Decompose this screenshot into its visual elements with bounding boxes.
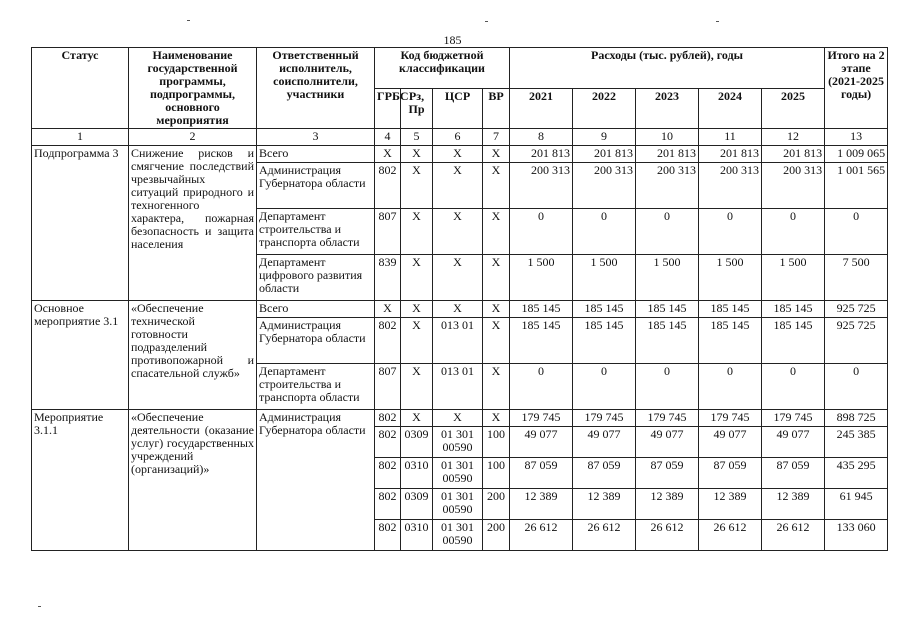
grbs-cell: 802 bbox=[375, 489, 401, 520]
rzpr-cell: X bbox=[401, 255, 433, 301]
value-cell: 200 313 bbox=[699, 163, 762, 209]
grbs-cell: X bbox=[375, 301, 401, 318]
executor-cell: Департамент строительства и транспорта области bbox=[257, 209, 375, 255]
value-cell: 201 813 bbox=[510, 146, 573, 163]
value-cell: 49 077 bbox=[510, 427, 573, 458]
grbs-cell: 802 bbox=[375, 318, 401, 364]
value-cell: 26 612 bbox=[762, 520, 825, 551]
executor-cell: Департамент цифрового развития области bbox=[257, 255, 375, 301]
scan-speck bbox=[485, 21, 488, 22]
grbs-cell: 807 bbox=[375, 209, 401, 255]
column-number: 9 bbox=[573, 129, 636, 146]
status-cell: Мероприятие 3.1.1 bbox=[32, 410, 129, 551]
value-cell: 26 612 bbox=[510, 520, 573, 551]
value-cell: 201 813 bbox=[762, 146, 825, 163]
column-number: 10 bbox=[636, 129, 699, 146]
column-number: 12 bbox=[762, 129, 825, 146]
rzpr-cell: 0309 bbox=[401, 489, 433, 520]
value-cell: 0 bbox=[573, 364, 636, 410]
value-cell: 26 612 bbox=[573, 520, 636, 551]
vr-cell: X bbox=[483, 318, 510, 364]
csr-cell: 01 301 00590 bbox=[433, 458, 483, 489]
scan-speck bbox=[187, 20, 190, 21]
value-cell: 185 145 bbox=[573, 318, 636, 364]
value-cell: 0 bbox=[699, 209, 762, 255]
vr-cell: 200 bbox=[483, 489, 510, 520]
header-vr: ВР bbox=[483, 88, 510, 129]
executor-cell: Администрация Губернатора области bbox=[257, 163, 375, 209]
vr-cell: X bbox=[483, 410, 510, 427]
value-cell: 49 077 bbox=[762, 427, 825, 458]
value-cell: 12 389 bbox=[573, 489, 636, 520]
column-number: 2 bbox=[129, 129, 257, 146]
value-cell: 200 313 bbox=[573, 163, 636, 209]
executor-cell: Администрация Губернатора области bbox=[257, 410, 375, 551]
status-cell: Подпрограмма 3 bbox=[32, 146, 129, 301]
csr-cell: 01 301 00590 bbox=[433, 427, 483, 458]
value-cell: 185 145 bbox=[636, 318, 699, 364]
value-cell: 201 813 bbox=[573, 146, 636, 163]
rzpr-cell: X bbox=[401, 209, 433, 255]
rzpr-cell: X bbox=[401, 146, 433, 163]
header-year: 2024 bbox=[699, 88, 762, 129]
table-row bbox=[32, 410, 888, 427]
value-cell: 26 612 bbox=[636, 520, 699, 551]
total-cell: 0 bbox=[825, 209, 888, 255]
csr-cell: 01 301 00590 bbox=[433, 489, 483, 520]
header-budget-code: Код бюджетной классификации bbox=[375, 48, 510, 89]
table-row bbox=[32, 146, 888, 163]
name-cell: «Обеспечение деятельности (оказание услуг) государственных учреждений (организаций)» bbox=[129, 410, 257, 551]
rzpr-cell: 0310 bbox=[401, 520, 433, 551]
value-cell: 185 145 bbox=[636, 301, 699, 318]
grbs-cell: 802 bbox=[375, 458, 401, 489]
csr-cell: X bbox=[433, 146, 483, 163]
vr-cell: X bbox=[483, 301, 510, 318]
total-cell: 435 295 bbox=[825, 458, 888, 489]
total-cell: 1 001 565 bbox=[825, 163, 888, 209]
header-total: Итого на 2 этапе (2021-2025 годы) bbox=[825, 48, 888, 129]
rzpr-cell: X bbox=[401, 410, 433, 427]
vr-cell: X bbox=[483, 364, 510, 410]
header-grbs: ГРБС bbox=[375, 88, 401, 129]
rzpr-cell: X bbox=[401, 364, 433, 410]
header-status: Статус bbox=[32, 48, 129, 129]
total-cell: 61 945 bbox=[825, 489, 888, 520]
value-cell: 201 813 bbox=[636, 146, 699, 163]
name-cell: Снижение рисков и смягчение последствий чрезвычайных ситуаций природного и техногенного характера, пожарная безопасность и защита населения bbox=[129, 146, 257, 301]
header-rzpr: Рз, Пр bbox=[401, 88, 433, 129]
vr-cell: 200 bbox=[483, 520, 510, 551]
value-cell: 12 389 bbox=[636, 489, 699, 520]
value-cell: 185 145 bbox=[510, 301, 573, 318]
column-number: 6 bbox=[433, 129, 483, 146]
value-cell: 1 500 bbox=[510, 255, 573, 301]
vr-cell: 100 bbox=[483, 427, 510, 458]
total-cell: 1 009 065 bbox=[825, 146, 888, 163]
value-cell: 87 059 bbox=[762, 458, 825, 489]
grbs-cell: 802 bbox=[375, 520, 401, 551]
value-cell: 12 389 bbox=[510, 489, 573, 520]
total-cell: 898 725 bbox=[825, 410, 888, 427]
scan-speck bbox=[716, 21, 719, 22]
value-cell: 87 059 bbox=[699, 458, 762, 489]
value-cell: 87 059 bbox=[510, 458, 573, 489]
column-number: 5 bbox=[401, 129, 433, 146]
value-cell: 201 813 bbox=[699, 146, 762, 163]
executor-cell: Администрация Губернатора области bbox=[257, 318, 375, 364]
grbs-cell: 802 bbox=[375, 410, 401, 427]
scan-speck bbox=[38, 606, 41, 607]
csr-cell: 013 01 bbox=[433, 364, 483, 410]
value-cell: 179 745 bbox=[510, 410, 573, 427]
page-number: 185 bbox=[443, 33, 462, 47]
value-cell: 179 745 bbox=[699, 410, 762, 427]
header-name: Наименование государственной программы, подпрограммы, основного мероприятия bbox=[129, 48, 257, 129]
total-cell: 925 725 bbox=[825, 301, 888, 318]
value-cell: 0 bbox=[762, 209, 825, 255]
value-cell: 179 745 bbox=[636, 410, 699, 427]
value-cell: 0 bbox=[510, 364, 573, 410]
header-year: 2022 bbox=[573, 88, 636, 129]
header-year: 2021 bbox=[510, 88, 573, 129]
column-number: 3 bbox=[257, 129, 375, 146]
csr-cell: 013 01 bbox=[433, 318, 483, 364]
value-cell: 0 bbox=[573, 209, 636, 255]
column-number: 11 bbox=[699, 129, 762, 146]
value-cell: 12 389 bbox=[762, 489, 825, 520]
value-cell: 185 145 bbox=[699, 301, 762, 318]
value-cell: 87 059 bbox=[636, 458, 699, 489]
total-cell: 0 bbox=[825, 364, 888, 410]
csr-cell: X bbox=[433, 255, 483, 301]
value-cell: 87 059 bbox=[573, 458, 636, 489]
header-executor: Ответственный исполнитель, соисполнители, участники bbox=[257, 48, 375, 129]
total-cell: 245 385 bbox=[825, 427, 888, 458]
status-cell: Основное мероприятие 3.1 bbox=[32, 301, 129, 410]
value-cell: 1 500 bbox=[636, 255, 699, 301]
grbs-cell: 802 bbox=[375, 427, 401, 458]
csr-cell: 01 301 00590 bbox=[433, 520, 483, 551]
grbs-cell: 802 bbox=[375, 163, 401, 209]
value-cell: 0 bbox=[699, 364, 762, 410]
rzpr-cell: X bbox=[401, 318, 433, 364]
value-cell: 185 145 bbox=[699, 318, 762, 364]
value-cell: 185 145 bbox=[762, 301, 825, 318]
header-year: 2023 bbox=[636, 88, 699, 129]
rzpr-cell: 0310 bbox=[401, 458, 433, 489]
header-csr: ЦСР bbox=[433, 88, 483, 129]
value-cell: 1 500 bbox=[699, 255, 762, 301]
rzpr-cell: X bbox=[401, 301, 433, 318]
executor-cell: Всего bbox=[257, 146, 375, 163]
column-number: 7 bbox=[483, 129, 510, 146]
value-cell: 185 145 bbox=[762, 318, 825, 364]
header-row-1 bbox=[32, 48, 888, 89]
executor-cell: Всего bbox=[257, 301, 375, 318]
value-cell: 200 313 bbox=[636, 163, 699, 209]
value-cell: 49 077 bbox=[699, 427, 762, 458]
rzpr-cell: X bbox=[401, 163, 433, 209]
csr-cell: X bbox=[433, 301, 483, 318]
rzpr-cell: 0309 bbox=[401, 427, 433, 458]
csr-cell: X bbox=[433, 410, 483, 427]
value-cell: 179 745 bbox=[573, 410, 636, 427]
csr-cell: X bbox=[433, 209, 483, 255]
value-cell: 0 bbox=[636, 209, 699, 255]
grbs-cell: 839 bbox=[375, 255, 401, 301]
value-cell: 1 500 bbox=[573, 255, 636, 301]
total-cell: 7 500 bbox=[825, 255, 888, 301]
column-number: 13 bbox=[825, 129, 888, 146]
value-cell: 200 313 bbox=[510, 163, 573, 209]
value-cell: 185 145 bbox=[510, 318, 573, 364]
executor-cell: Департамент строительства и транспорта области bbox=[257, 364, 375, 410]
value-cell: 0 bbox=[636, 364, 699, 410]
value-cell: 49 077 bbox=[573, 427, 636, 458]
value-cell: 200 313 bbox=[762, 163, 825, 209]
value-cell: 26 612 bbox=[699, 520, 762, 551]
header-expenses: Расходы (тыс. рублей), годы bbox=[510, 48, 825, 89]
value-cell: 1 500 bbox=[762, 255, 825, 301]
grbs-cell: X bbox=[375, 146, 401, 163]
value-cell: 185 145 bbox=[573, 301, 636, 318]
value-cell: 12 389 bbox=[699, 489, 762, 520]
vr-cell: X bbox=[483, 255, 510, 301]
header-year: 2025 bbox=[762, 88, 825, 129]
column-number: 1 bbox=[32, 129, 129, 146]
value-cell: 49 077 bbox=[636, 427, 699, 458]
total-cell: 925 725 bbox=[825, 318, 888, 364]
csr-cell: X bbox=[433, 163, 483, 209]
vr-cell: 100 bbox=[483, 458, 510, 489]
value-cell: 0 bbox=[762, 364, 825, 410]
table-row bbox=[32, 301, 888, 318]
vr-cell: X bbox=[483, 209, 510, 255]
column-number: 8 bbox=[510, 129, 573, 146]
grbs-cell: 807 bbox=[375, 364, 401, 410]
name-cell: «Обеспечение технической готовности подразделений противопожарной и спасательной служб» bbox=[129, 301, 257, 410]
total-cell: 133 060 bbox=[825, 520, 888, 551]
column-number-row bbox=[32, 129, 888, 146]
column-number: 4 bbox=[375, 129, 401, 146]
budget-table bbox=[31, 47, 888, 551]
value-cell: 179 745 bbox=[762, 410, 825, 427]
vr-cell: X bbox=[483, 146, 510, 163]
value-cell: 0 bbox=[510, 209, 573, 255]
vr-cell: X bbox=[483, 163, 510, 209]
